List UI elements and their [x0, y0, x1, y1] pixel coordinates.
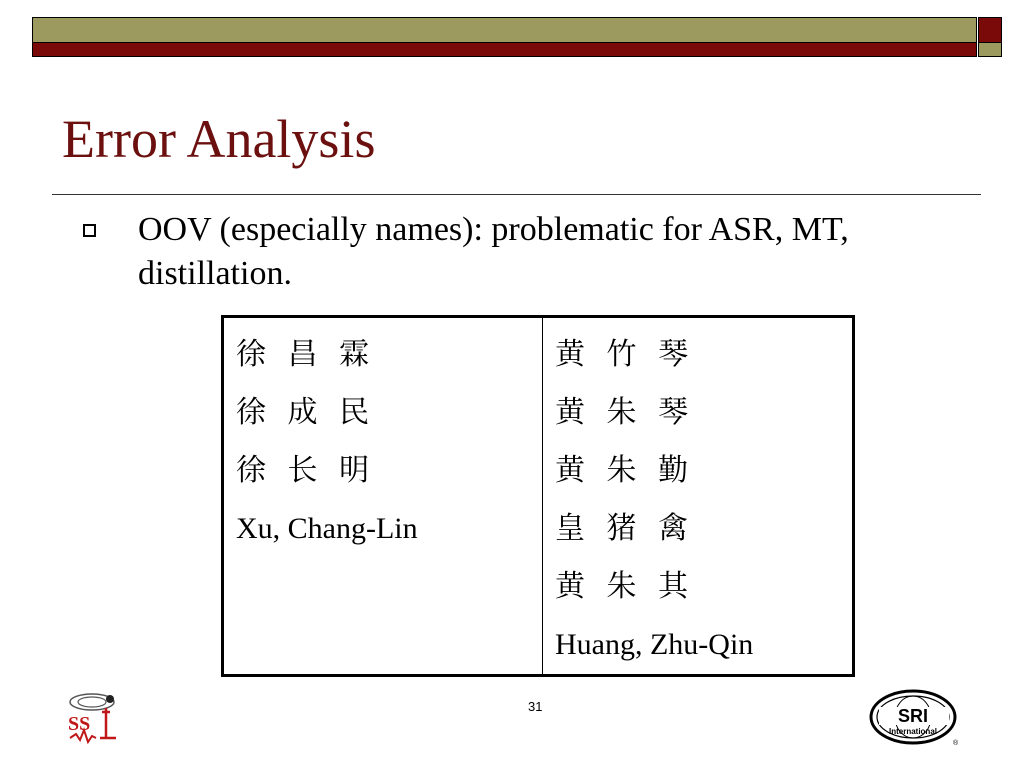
header-square-maroon: [978, 17, 1002, 43]
table-cell-huang: [543, 317, 854, 676]
table-cell-xu: [223, 317, 543, 676]
page-number: 31: [528, 699, 543, 714]
header-square-olive: [978, 42, 1002, 57]
title-divider: [52, 194, 981, 195]
ssli-lab-logo-icon: [66, 690, 122, 751]
pinyin-name: Xu, Chang-Lin: [236, 512, 418, 545]
hanzi-name: 黄 朱 其: [555, 569, 695, 604]
svg-text:SS: SS: [68, 713, 91, 735]
bullet-square-icon: [83, 224, 96, 237]
hanzi-name: 徐 昌 霖: [236, 337, 376, 372]
header-bar-olive: [32, 17, 977, 43]
header-bar-maroon: [32, 42, 977, 57]
hanzi-name: 黄 朱 琴: [555, 395, 695, 430]
hanzi-name: 皇 猪 禽: [555, 511, 695, 546]
names-table: [221, 315, 855, 677]
sri-international-logo-icon: [869, 689, 959, 754]
pinyin-name: Huang, Zhu-Qin: [555, 628, 754, 661]
hanzi-name: 黄 朱 勤: [555, 453, 695, 488]
hanzi-name: 徐 成 民: [236, 395, 376, 430]
slide-title: Error Analysis: [62, 109, 376, 169]
hanzi-name: 徐 长 明: [236, 453, 376, 488]
svg-text:®: ®: [953, 740, 959, 747]
hanzi-name: 黄 竹 琴: [555, 337, 695, 372]
sri-logo-text: SRI: [897, 706, 929, 726]
sri-logo-subtext: International: [888, 727, 938, 736]
bullet-text: OOV (especially names): problematic for ASR, MT, distillation.: [138, 211, 849, 292]
